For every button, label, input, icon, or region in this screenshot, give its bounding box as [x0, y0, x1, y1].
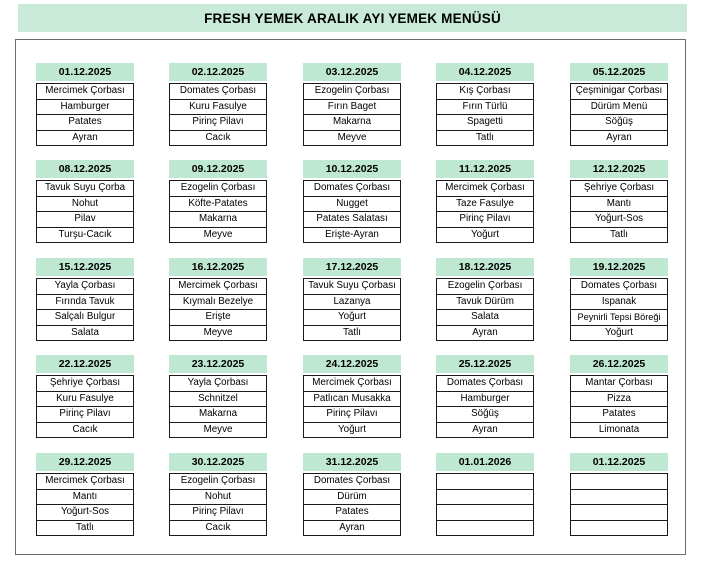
day-date: 03.12.2025	[303, 63, 401, 81]
menu-item-empty	[571, 521, 667, 537]
day-card	[570, 258, 668, 341]
day-card	[36, 453, 134, 536]
menu-item-main: Pizza	[571, 392, 667, 408]
menu-item-side: Makarna	[170, 212, 266, 228]
menu-item-soup: Domates Çorbası	[571, 279, 667, 295]
day-date: 15.12.2025	[36, 258, 134, 276]
menu-item-soup: Kış Çorbası	[437, 84, 533, 100]
menu-item-soup: Domates Çorbası	[170, 84, 266, 100]
day-card	[36, 160, 134, 243]
day-card	[303, 63, 401, 146]
day-date: 01.01.2026	[436, 453, 534, 471]
day-card	[36, 63, 134, 146]
menu-item-side: Yoğurt-Sos	[37, 505, 133, 521]
page-title: FRESH YEMEK ARALIK AYI YEMEK MENÜSÜ	[18, 4, 687, 32]
day-menu-list	[169, 180, 267, 243]
day-date: 10.12.2025	[303, 160, 401, 178]
menu-item-main: Kuru Fasulye	[170, 100, 266, 116]
menu-item-extra: Ayran	[437, 326, 533, 342]
menu-item-extra: Cacık	[170, 521, 266, 537]
menu-item-main: Ispanak	[571, 295, 667, 311]
menu-item-extra: Tatlı	[37, 521, 133, 537]
menu-item-side: Peynirli Tepsi Böreği	[571, 310, 667, 326]
menu-item-soup: Ezogelin Çorbası	[170, 474, 266, 490]
day-card	[169, 453, 267, 536]
day-date: 09.12.2025	[169, 160, 267, 178]
menu-item-main: Kıymalı Bezelye	[170, 295, 266, 311]
day-card	[436, 63, 534, 146]
menu-item-extra: Ayran	[437, 423, 533, 439]
day-date: 19.12.2025	[570, 258, 668, 276]
day-card	[303, 453, 401, 536]
menu-item-soup: Mantar Çorbası	[571, 376, 667, 392]
menu-item-soup: Tavuk Suyu Çorba	[37, 181, 133, 197]
menu-item-side: Yoğurt-Sos	[571, 212, 667, 228]
menu-item-soup: Yayla Çorbası	[170, 376, 266, 392]
day-card	[169, 355, 267, 438]
menu-item-main: Dürüm	[304, 490, 400, 506]
menu-item-soup: Mercimek Çorbası	[37, 84, 133, 100]
menu-item-soup: Ezogelin Çorbası	[437, 279, 533, 295]
menu-item-soup: Mercimek Çorbası	[37, 474, 133, 490]
menu-item-side: Pirinç Pilavı	[170, 115, 266, 131]
menu-item-extra: Tatlı	[437, 131, 533, 147]
day-card	[570, 63, 668, 146]
menu-item-soup: Şehriye Çorbası	[571, 181, 667, 197]
day-date: 23.12.2025	[169, 355, 267, 373]
menu-item-empty	[571, 474, 667, 490]
menu-item-main: Fırında Tavuk	[37, 295, 133, 311]
day-menu-list	[303, 278, 401, 341]
menu-item-extra: Meyve	[170, 228, 266, 244]
day-menu-list	[436, 83, 534, 146]
day-card	[169, 160, 267, 243]
menu-item-extra: Cacık	[37, 423, 133, 439]
menu-item-side: Makarna	[304, 115, 400, 131]
day-menu-list	[303, 180, 401, 243]
day-card	[36, 258, 134, 341]
day-menu-list	[303, 375, 401, 438]
day-date: 16.12.2025	[169, 258, 267, 276]
day-date: 01.12.2025	[570, 453, 668, 471]
menu-item-main: Hamburger	[437, 392, 533, 408]
menu-item-soup: Ezogelin Çorbası	[170, 181, 266, 197]
menu-item-side: Pirinç Pilavı	[304, 407, 400, 423]
day-menu-list	[570, 83, 668, 146]
menu-item-empty	[571, 490, 667, 506]
day-menu-list	[36, 375, 134, 438]
day-menu-list	[36, 180, 134, 243]
menu-item-side: Salata	[437, 310, 533, 326]
menu-item-soup: Yayla Çorbası	[37, 279, 133, 295]
day-menu-list	[36, 473, 134, 536]
menu-item-soup: Mercimek Çorbası	[437, 181, 533, 197]
menu-frame	[15, 39, 686, 555]
menu-item-empty	[437, 474, 533, 490]
menu-item-main: Nohut	[37, 197, 133, 213]
menu-item-main: Tavuk Dürüm	[437, 295, 533, 311]
menu-item-extra: Cacık	[170, 131, 266, 147]
menu-item-main: Taze Fasulye	[437, 197, 533, 213]
day-date: 29.12.2025	[36, 453, 134, 471]
menu-item-side: Patates	[304, 505, 400, 521]
day-menu-list	[169, 83, 267, 146]
day-date: 02.12.2025	[169, 63, 267, 81]
menu-item-soup: Çeşminigar Çorbası	[571, 84, 667, 100]
day-date: 22.12.2025	[36, 355, 134, 373]
menu-item-soup: Ezogelin Çorbası	[304, 84, 400, 100]
menu-item-side: Erişte	[170, 310, 266, 326]
menu-item-soup: Mercimek Çorbası	[304, 376, 400, 392]
day-card	[303, 160, 401, 243]
day-menu-list	[570, 473, 668, 536]
menu-item-side: Patates	[37, 115, 133, 131]
day-date: 18.12.2025	[436, 258, 534, 276]
day-date: 11.12.2025	[436, 160, 534, 178]
menu-item-soup: Domates Çorbası	[304, 181, 400, 197]
menu-item-side: Patates Salatası	[304, 212, 400, 228]
menu-item-main: Nugget	[304, 197, 400, 213]
menu-item-soup: Domates Çorbası	[304, 474, 400, 490]
menu-item-soup: Tavuk Suyu Çorbası	[304, 279, 400, 295]
menu-item-extra: Yoğurt	[304, 423, 400, 439]
day-menu-list	[36, 83, 134, 146]
menu-item-side: Spagetti	[437, 115, 533, 131]
menu-item-extra: Meyve	[170, 423, 266, 439]
menu-item-extra: Yoğurt	[571, 326, 667, 342]
menu-item-extra: Turşu-Cacık	[37, 228, 133, 244]
menu-item-main: Mantı	[571, 197, 667, 213]
day-date: 12.12.2025	[570, 160, 668, 178]
day-menu-list	[570, 278, 668, 341]
day-card	[303, 355, 401, 438]
menu-item-side: Pilav	[37, 212, 133, 228]
day-date: 01.12.2025	[36, 63, 134, 81]
menu-item-side: Patates	[571, 407, 667, 423]
menu-item-main: Kuru Fasulye	[37, 392, 133, 408]
menu-item-main: Köfte-Patates	[170, 197, 266, 213]
menu-item-main: Schnitzel	[170, 392, 266, 408]
day-date: 17.12.2025	[303, 258, 401, 276]
menu-item-main: Nohut	[170, 490, 266, 506]
day-card	[303, 258, 401, 341]
menu-item-empty	[571, 505, 667, 521]
day-menu-list	[436, 278, 534, 341]
day-card	[570, 355, 668, 438]
menu-item-side: Salçalı Bulgur	[37, 310, 133, 326]
day-date: 04.12.2025	[436, 63, 534, 81]
day-date: 26.12.2025	[570, 355, 668, 373]
menu-item-extra: Meyve	[304, 131, 400, 147]
menu-item-soup: Domates Çorbası	[437, 376, 533, 392]
menu-item-empty	[437, 505, 533, 521]
day-date: 30.12.2025	[169, 453, 267, 471]
day-card	[436, 453, 534, 536]
menu-item-main: Fırın Türlü	[437, 100, 533, 116]
day-menu-list	[436, 473, 534, 536]
menu-item-extra: Yoğurt	[437, 228, 533, 244]
menu-item-extra: Erişte-Ayran	[304, 228, 400, 244]
menu-item-extra: Ayran	[571, 131, 667, 147]
menu-item-empty	[437, 521, 533, 537]
day-card	[570, 453, 668, 536]
menu-item-empty	[437, 490, 533, 506]
day-menu-list	[303, 83, 401, 146]
day-date: 08.12.2025	[36, 160, 134, 178]
day-menu-list	[436, 375, 534, 438]
menu-item-extra: Ayran	[304, 521, 400, 537]
menu-item-side: Pirinç Pilavı	[170, 505, 266, 521]
menu-item-extra: Tatlı	[571, 228, 667, 244]
menu-item-side: Söğüş	[437, 407, 533, 423]
day-card	[436, 355, 534, 438]
menu-item-side: Söğüş	[571, 115, 667, 131]
menu-item-main: Lazanya	[304, 295, 400, 311]
day-menu-list	[169, 375, 267, 438]
menu-item-extra: Ayran	[37, 131, 133, 147]
day-card	[169, 63, 267, 146]
menu-item-side: Makarna	[170, 407, 266, 423]
day-card	[169, 258, 267, 341]
day-card	[436, 160, 534, 243]
day-menu-list	[36, 278, 134, 341]
menu-item-side: Yoğurt	[304, 310, 400, 326]
menu-item-main: Fırın Baget	[304, 100, 400, 116]
day-menu-list	[570, 375, 668, 438]
day-date: 25.12.2025	[436, 355, 534, 373]
day-menu-list	[570, 180, 668, 243]
day-card	[436, 258, 534, 341]
day-menu-list	[169, 473, 267, 536]
menu-item-extra: Limonata	[571, 423, 667, 439]
menu-item-extra: Salata	[37, 326, 133, 342]
menu-item-soup: Şehriye Çorbası	[37, 376, 133, 392]
day-card	[36, 355, 134, 438]
menu-item-main: Dürüm Menü	[571, 100, 667, 116]
day-menu-list	[303, 473, 401, 536]
menu-item-main: Mantı	[37, 490, 133, 506]
menu-item-main: Hamburger	[37, 100, 133, 116]
day-card	[570, 160, 668, 243]
menu-item-soup: Mercimek Çorbası	[170, 279, 266, 295]
day-menu-list	[169, 278, 267, 341]
menu-item-side: Pirinç Pilavı	[37, 407, 133, 423]
menu-item-main: Patlıcan Musakka	[304, 392, 400, 408]
day-date: 31.12.2025	[303, 453, 401, 471]
day-date: 05.12.2025	[570, 63, 668, 81]
day-menu-list	[436, 180, 534, 243]
menu-item-extra: Meyve	[170, 326, 266, 342]
day-date: 24.12.2025	[303, 355, 401, 373]
menu-item-extra: Tatlı	[304, 326, 400, 342]
menu-item-side: Pirinç Pilavı	[437, 212, 533, 228]
